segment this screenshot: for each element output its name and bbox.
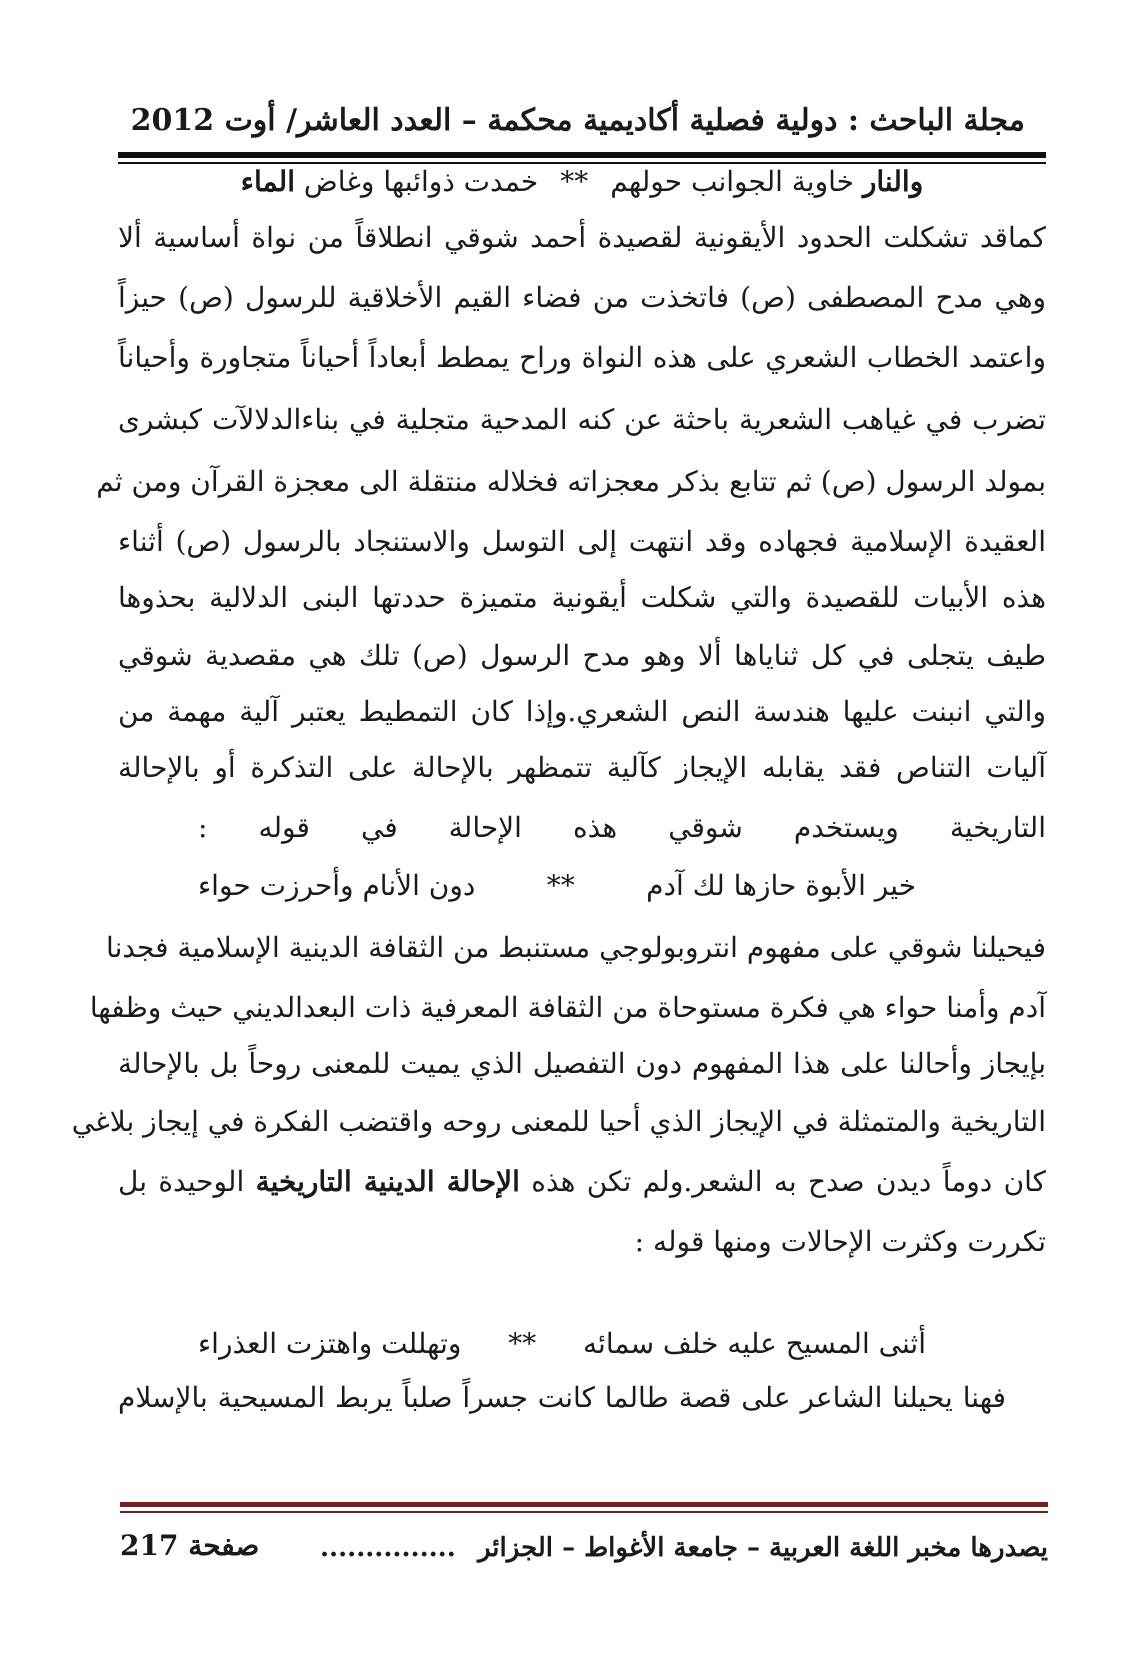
paragraph-2-line-1: فيحيلنا شوقي على مفهوم انتروبولوجي مستنبط من الثقافة الدينية الإسلامية فجدنا <box>106 931 1046 964</box>
paragraph-1-line-2: وهي مدح المصطفى (ص) فاتخذت من فضاء القيم الأخلاقية للرسول (ص) حيزاً <box>118 281 1046 314</box>
paragraph-1-line-10: آليات التناص فقد يقابله الإيجاز كآلية تتمظهر بالإحالة على التذكرة أو بالإحالة <box>118 751 1046 784</box>
paragraph-2-line-5-start: كان دوماً ديدن صدح به الشعر.ولم تكن هذه <box>519 1165 1046 1198</box>
paragraph-1-line-1: كماقد تشكلت الحدود الأيقونية لقصيدة أحمد شوقي انطلاقاً من نواة أساسية ألا <box>118 221 1046 254</box>
paragraph-1-line-4: تضرب في غياهب الشعرية باحثة عن كنه المدحية متجلية في بناءالدلالآت كبشرى <box>118 403 1046 436</box>
verse-1-bold-word-water: الماء <box>240 165 295 198</box>
page-label: صفحة <box>188 1529 260 1562</box>
verse-2-first-hemistich: خير الأبوة حازها لك آدم <box>646 869 916 902</box>
footer-rule-thin <box>120 1511 1048 1513</box>
footer-publisher: يصدرها مخبر اللغة العربية – جامعة الأغواط – الجزائر <box>477 1533 1048 1563</box>
paragraph-1-line-11: التاريخية ويستخدم شوقي هذه الإحالة في قوله : <box>198 811 1046 844</box>
verse-line-3 <box>118 1322 1046 1366</box>
verse-1-bold-word-fire: والنار <box>862 165 924 198</box>
paragraph-3-line-1: فهنا يحيلنا الشاعر على قصة طالما كانت جسراً صلباً يربط المسيحية بالإسلام <box>118 1381 1006 1414</box>
verse-1-first-hemistich <box>610 160 923 204</box>
paragraph-2-line-6: تكررت وكثرت الإحالات ومنها قوله : <box>634 1225 1046 1258</box>
header-rule-thick <box>118 152 1046 158</box>
paragraph-2-line-4: التاريخية والمتمثلة في الإيجاز الذي أحيا للمعنى روحه واقتضب الفكرة في إيجاز بلاغي <box>71 1105 1046 1138</box>
verse-line-2 <box>118 864 1046 908</box>
paragraph-2-line-2: آدم وأمنا حواء هي فكرة مستوحاة من الثقافة المعرفية ذات البعدالديني حيث وظفها <box>89 991 1046 1024</box>
verse-3-second-hemistich: وتهللت واهتزت العذراء <box>198 1327 462 1360</box>
page-number-label <box>120 1526 259 1566</box>
verse-2-second-hemistich: دون الأنام وأحرزت حواء <box>198 869 476 902</box>
paragraph-2-line-3: بإيجاز وأحالنا على هذا المفهوم دون التفصيل الذي يميت للمعنى روحاً بل بالإحالة <box>118 1047 1046 1080</box>
journal-header-title: مجلة الباحث : دولية فصلية أكاديمية محكمة – العدد العاشر/ أوت 2012 <box>130 103 1025 138</box>
verse-2-separator: ** <box>546 869 575 902</box>
footer-rule-thick <box>120 1502 1048 1507</box>
paragraph-1-line-5: بمولد الرسول (ص) ثم تتابع بذكر معجزاته فخلاله منتقلة الى معجزة القرآن ومن ثم <box>96 465 1046 498</box>
paragraph-2-line-5 <box>118 1160 1046 1204</box>
paragraph-1-line-8: طيف يتجلى في كل ثناياها ألا وهو مدح الرسول (ص) تلك هي مقصدية شوقي <box>118 639 1046 672</box>
verse-1-first-hemistich-text: خاوية الجوانب حولهم <box>610 165 863 198</box>
paragraph-2-line-5-end: الوحيدة بل <box>118 1165 256 1198</box>
verse-line-1 <box>118 160 1046 204</box>
page-number: 217 <box>120 1529 179 1562</box>
verse-1-second-hemistich-text: خمدت ذوائبها وغاض <box>294 165 539 198</box>
verse-3-first-hemistich: أثنى المسيح عليه خلف سمائه <box>583 1327 926 1360</box>
verse-3-separator: ** <box>508 1327 537 1360</box>
paragraph-1-line-9: والتي انبنت عليها هندسة النص الشعري.وإذا كان التمطيط يعتبر آلية مهمة من <box>118 695 1046 728</box>
verse-1-separator: ** <box>560 165 589 198</box>
paragraph-1-line-3: واعتمد الخطاب الشعري على هذه النواة وراح يمطط أبعاداً أحياناً متجاورة وأحياناً <box>118 341 1046 374</box>
paragraph-1-line-7: هذه الأبيات للقصيدة والتي شكلت أيقونية متميزة حددتها البنى الدلالية بحذوها <box>118 581 1046 614</box>
paragraph-1-line-6: العقيدة الإسلامية فجهاده وقد انتهت إلى التوسل والاستنجاد بالرسول (ص) أثناء <box>118 525 1046 558</box>
verse-1-second-hemistich <box>241 160 538 204</box>
footer-dots: ............... <box>320 1533 456 1563</box>
paragraph-2-bold-phrase: الإحالة الدينية التاريخية <box>255 1165 520 1198</box>
